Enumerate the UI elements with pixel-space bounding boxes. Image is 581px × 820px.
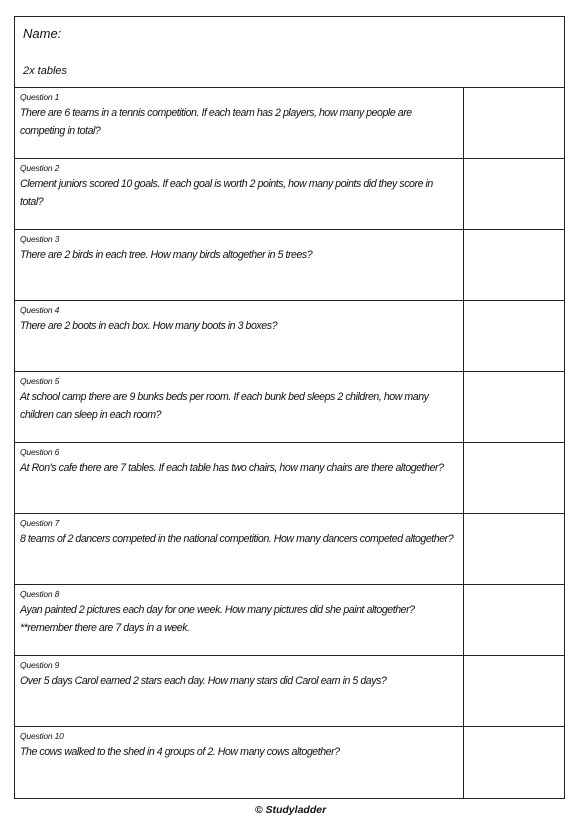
question-row [15,88,564,159]
worksheet [14,16,565,799]
question-cell [15,301,464,371]
answer-cell[interactable] [464,301,564,371]
answer-cell[interactable] [464,88,564,158]
answer-cell[interactable] [464,443,564,513]
answer-cell[interactable] [464,656,564,726]
name-label: Name: [23,26,62,41]
question-cell [15,443,464,513]
question-cell [15,159,464,229]
answer-cell[interactable] [464,372,564,442]
question-text: 8 teams of 2 dancers competed in the national competition. How many dancers competed altogether? [20,533,454,545]
answer-cell[interactable] [464,585,564,655]
question-row [15,443,564,514]
question-number: Question 6 [20,447,60,457]
question-row [15,514,564,585]
worksheet-subtitle: 2x tables [23,65,68,77]
question-number: Question 1 [20,92,60,102]
question-text: At Ron's cafe there are 7 tables. If each table has two chairs, how many chairs are there altogether? [20,462,444,474]
question-text: At school camp there are 9 bunks beds per room. If each bunk bed sleeps 2 children, how many children can sleep in each room? [20,391,429,421]
answer-cell[interactable] [464,159,564,229]
question-number: Question 7 [20,518,60,528]
question-row [15,230,564,301]
question-row [15,301,564,372]
question-cell [15,372,464,442]
question-number: Question 3 [20,234,60,244]
question-cell [15,656,464,726]
question-text: Clement juniors scored 10 goals. If each goal is worth 2 points, how many points did they score in total? [20,178,433,208]
copyright-footer: © Studyladder [254,804,327,816]
question-cell [15,88,464,158]
question-row [15,656,564,727]
question-text: Over 5 days Carol earned 2 stars each day. How many stars did Carol earn in 5 days? [20,675,387,687]
question-number: Question 8 [20,589,60,599]
question-cell [15,727,464,798]
question-text: There are 6 teams in a tennis competition. If each team has 2 players, how many people are competing in total? [20,107,412,137]
question-row [15,585,564,656]
answer-cell[interactable] [464,230,564,300]
question-number: Question 5 [20,376,60,386]
question-cell [15,230,464,300]
question-row [15,159,564,230]
question-cell [15,514,464,584]
question-text: The cows walked to the shed in 4 groups of 2. How many cows altogether? [20,746,340,758]
question-number: Question 10 [20,731,64,741]
question-number: Question 9 [20,660,60,670]
question-text: There are 2 birds in each tree. How many birds altogether in 5 trees? [20,249,313,261]
question-text: Ayan painted 2 pictures each day for one week. How many pictures did she paint altogether? **remember there are 7 days in a week. [20,604,415,634]
answer-cell[interactable] [464,727,564,798]
question-row [15,372,564,443]
question-text: There are 2 boots in each box. How many boots in 3 boxes? [20,320,278,332]
worksheet-header [15,17,564,88]
question-number: Question 4 [20,305,60,315]
question-cell [15,585,464,655]
question-row [15,727,564,798]
question-number: Question 2 [20,163,60,173]
answer-cell[interactable] [464,514,564,584]
